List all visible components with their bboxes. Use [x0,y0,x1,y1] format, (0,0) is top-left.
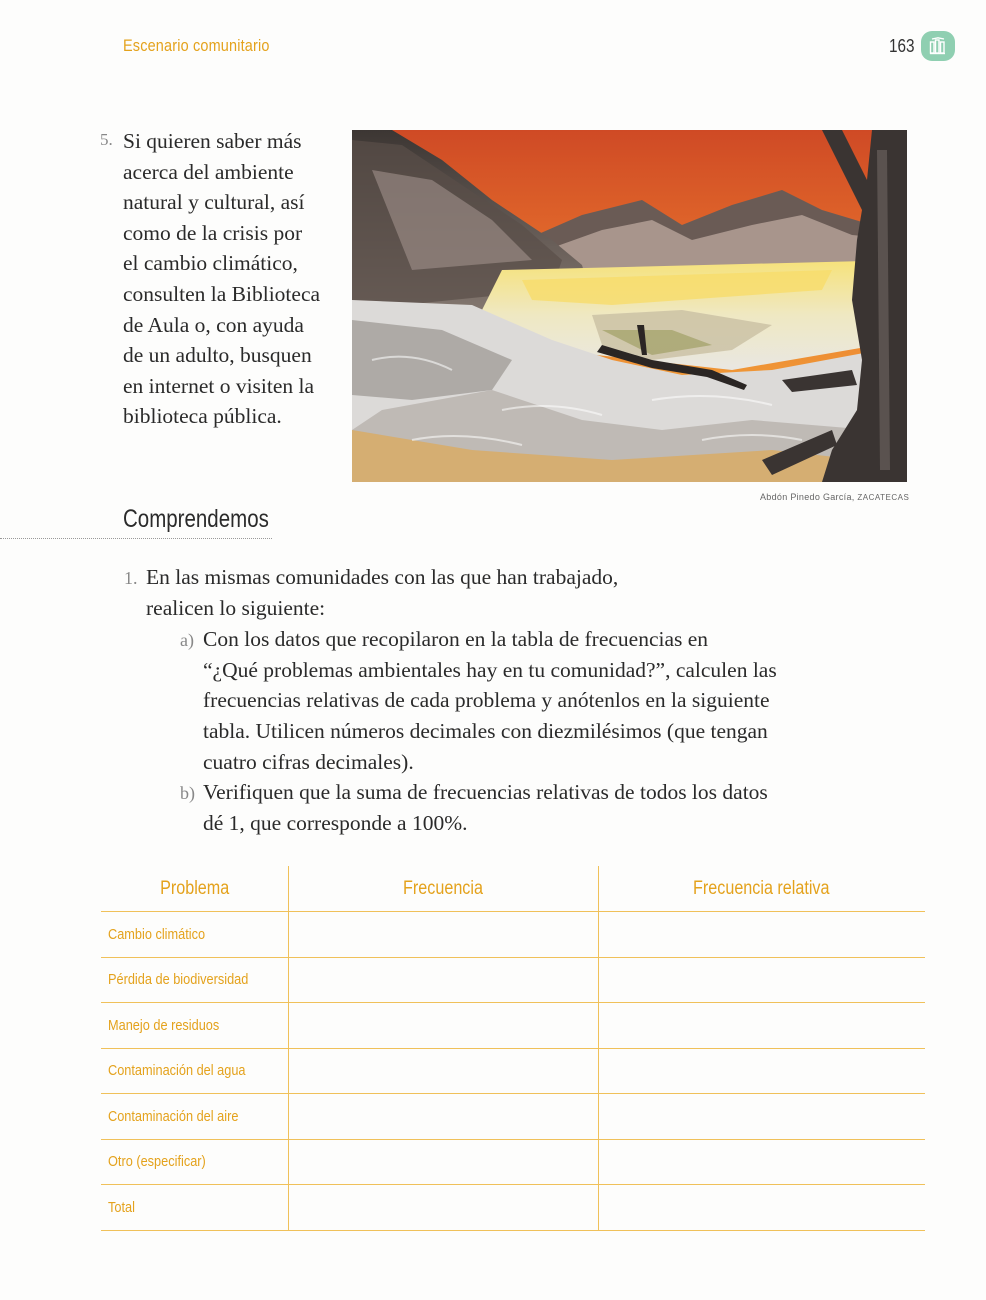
relative-frequency-cell[interactable] [598,1185,925,1231]
frequency-table [101,866,925,1231]
problem-cell: Total [101,1185,288,1231]
relative-frequency-cell[interactable] [598,1048,925,1094]
relative-frequency-cell[interactable] [598,912,925,958]
subitem-a-text [203,624,777,778]
text-line: el cambio climático, [123,251,298,276]
frequency-cell[interactable] [288,912,598,958]
relative-frequency-cell[interactable] [598,1139,925,1185]
table-row-total [101,1185,925,1231]
text-line: cuatro cifras decimales). [203,749,414,774]
problem-cell: Cambio climático [101,912,288,958]
table-row [101,912,925,958]
text-line: realicen lo siguiente: [146,595,326,620]
problem-cell: Contaminación del agua [101,1048,288,1094]
text-line: de un adulto, busquen [123,343,312,368]
book-stack-icon [929,37,947,55]
problem-cell: Otro (especificar) [101,1139,288,1185]
text-line: de Aula o, con ayuda [123,312,304,337]
frequency-cell[interactable] [288,1185,598,1231]
page-number: 163 [889,36,915,56]
image-credit [760,492,909,502]
text-line: Si quieren saber más [123,129,302,153]
frequency-cell[interactable] [288,1003,598,1049]
text-line: dé 1, que corresponde a 100%. [203,810,468,835]
text-line: frecuencias relativas de cada problema y anótenlos en la siguiente [203,688,770,713]
text-line: Verifiquen que la suma de frecuencias relativas de todos los datos [203,780,768,804]
section-label: Escenario comunitario [123,36,270,55]
text-line: tabla. Utilicen números decimales con diezmilésimos (que tengan [203,719,768,744]
question-number: 1. [124,568,138,588]
subitem-b-text [203,777,768,838]
question-1-text [146,562,618,623]
credit-state: ZACATECAS [857,493,910,502]
relative-frequency-cell[interactable] [598,957,925,1003]
frequency-cell[interactable] [288,1048,598,1094]
relative-frequency-cell[interactable] [598,1094,925,1140]
column-header-frequency: Frecuencia [288,866,598,912]
text-line: consulten la Biblioteca [123,281,321,306]
text-line: biblioteca pública. [123,404,282,429]
table-row [101,1094,925,1140]
problem-cell: Contaminación del aire [101,1094,288,1140]
table-row [101,957,925,1003]
subitem-letter: b) [180,783,195,803]
subitem-letter: a) [180,630,194,650]
table-row [101,1003,925,1049]
page-badge [921,31,955,61]
column-header-relative-frequency: Frecuencia relativa [598,866,925,912]
problem-cell: Manejo de residuos [101,1003,288,1049]
landscape-painting [352,130,907,482]
text-line: En las mismas comunidades con las que han trabajado, [146,565,619,589]
frequency-cell[interactable] [288,957,598,1003]
item-5-paragraph [123,126,338,432]
text-line: natural y cultural, así [123,190,305,215]
problem-cell: Pérdida de biodiversidad [101,957,288,1003]
table-row [101,1048,925,1094]
column-header-problem: Problema [101,866,288,912]
relative-frequency-cell[interactable] [598,1003,925,1049]
frequency-cell[interactable] [288,1139,598,1185]
item-number: 5. [100,130,113,149]
credit-author: Abdón Pinedo García, [760,492,855,502]
text-line: Con los datos que recopilaron en la tabla de frecuencias en [203,627,709,651]
text-line: “¿Qué problemas ambientales hay en tu comunidad?”, calculen las [203,657,777,682]
text-line: acerca del ambiente [123,159,294,184]
table-row [101,1139,925,1185]
text-line: en internet o visiten la [123,373,315,398]
text-line: como de la crisis por [123,220,303,245]
section-title: Comprendemos [123,505,269,533]
section-divider [0,538,272,539]
frequency-cell[interactable] [288,1094,598,1140]
table-header-row [101,866,925,912]
